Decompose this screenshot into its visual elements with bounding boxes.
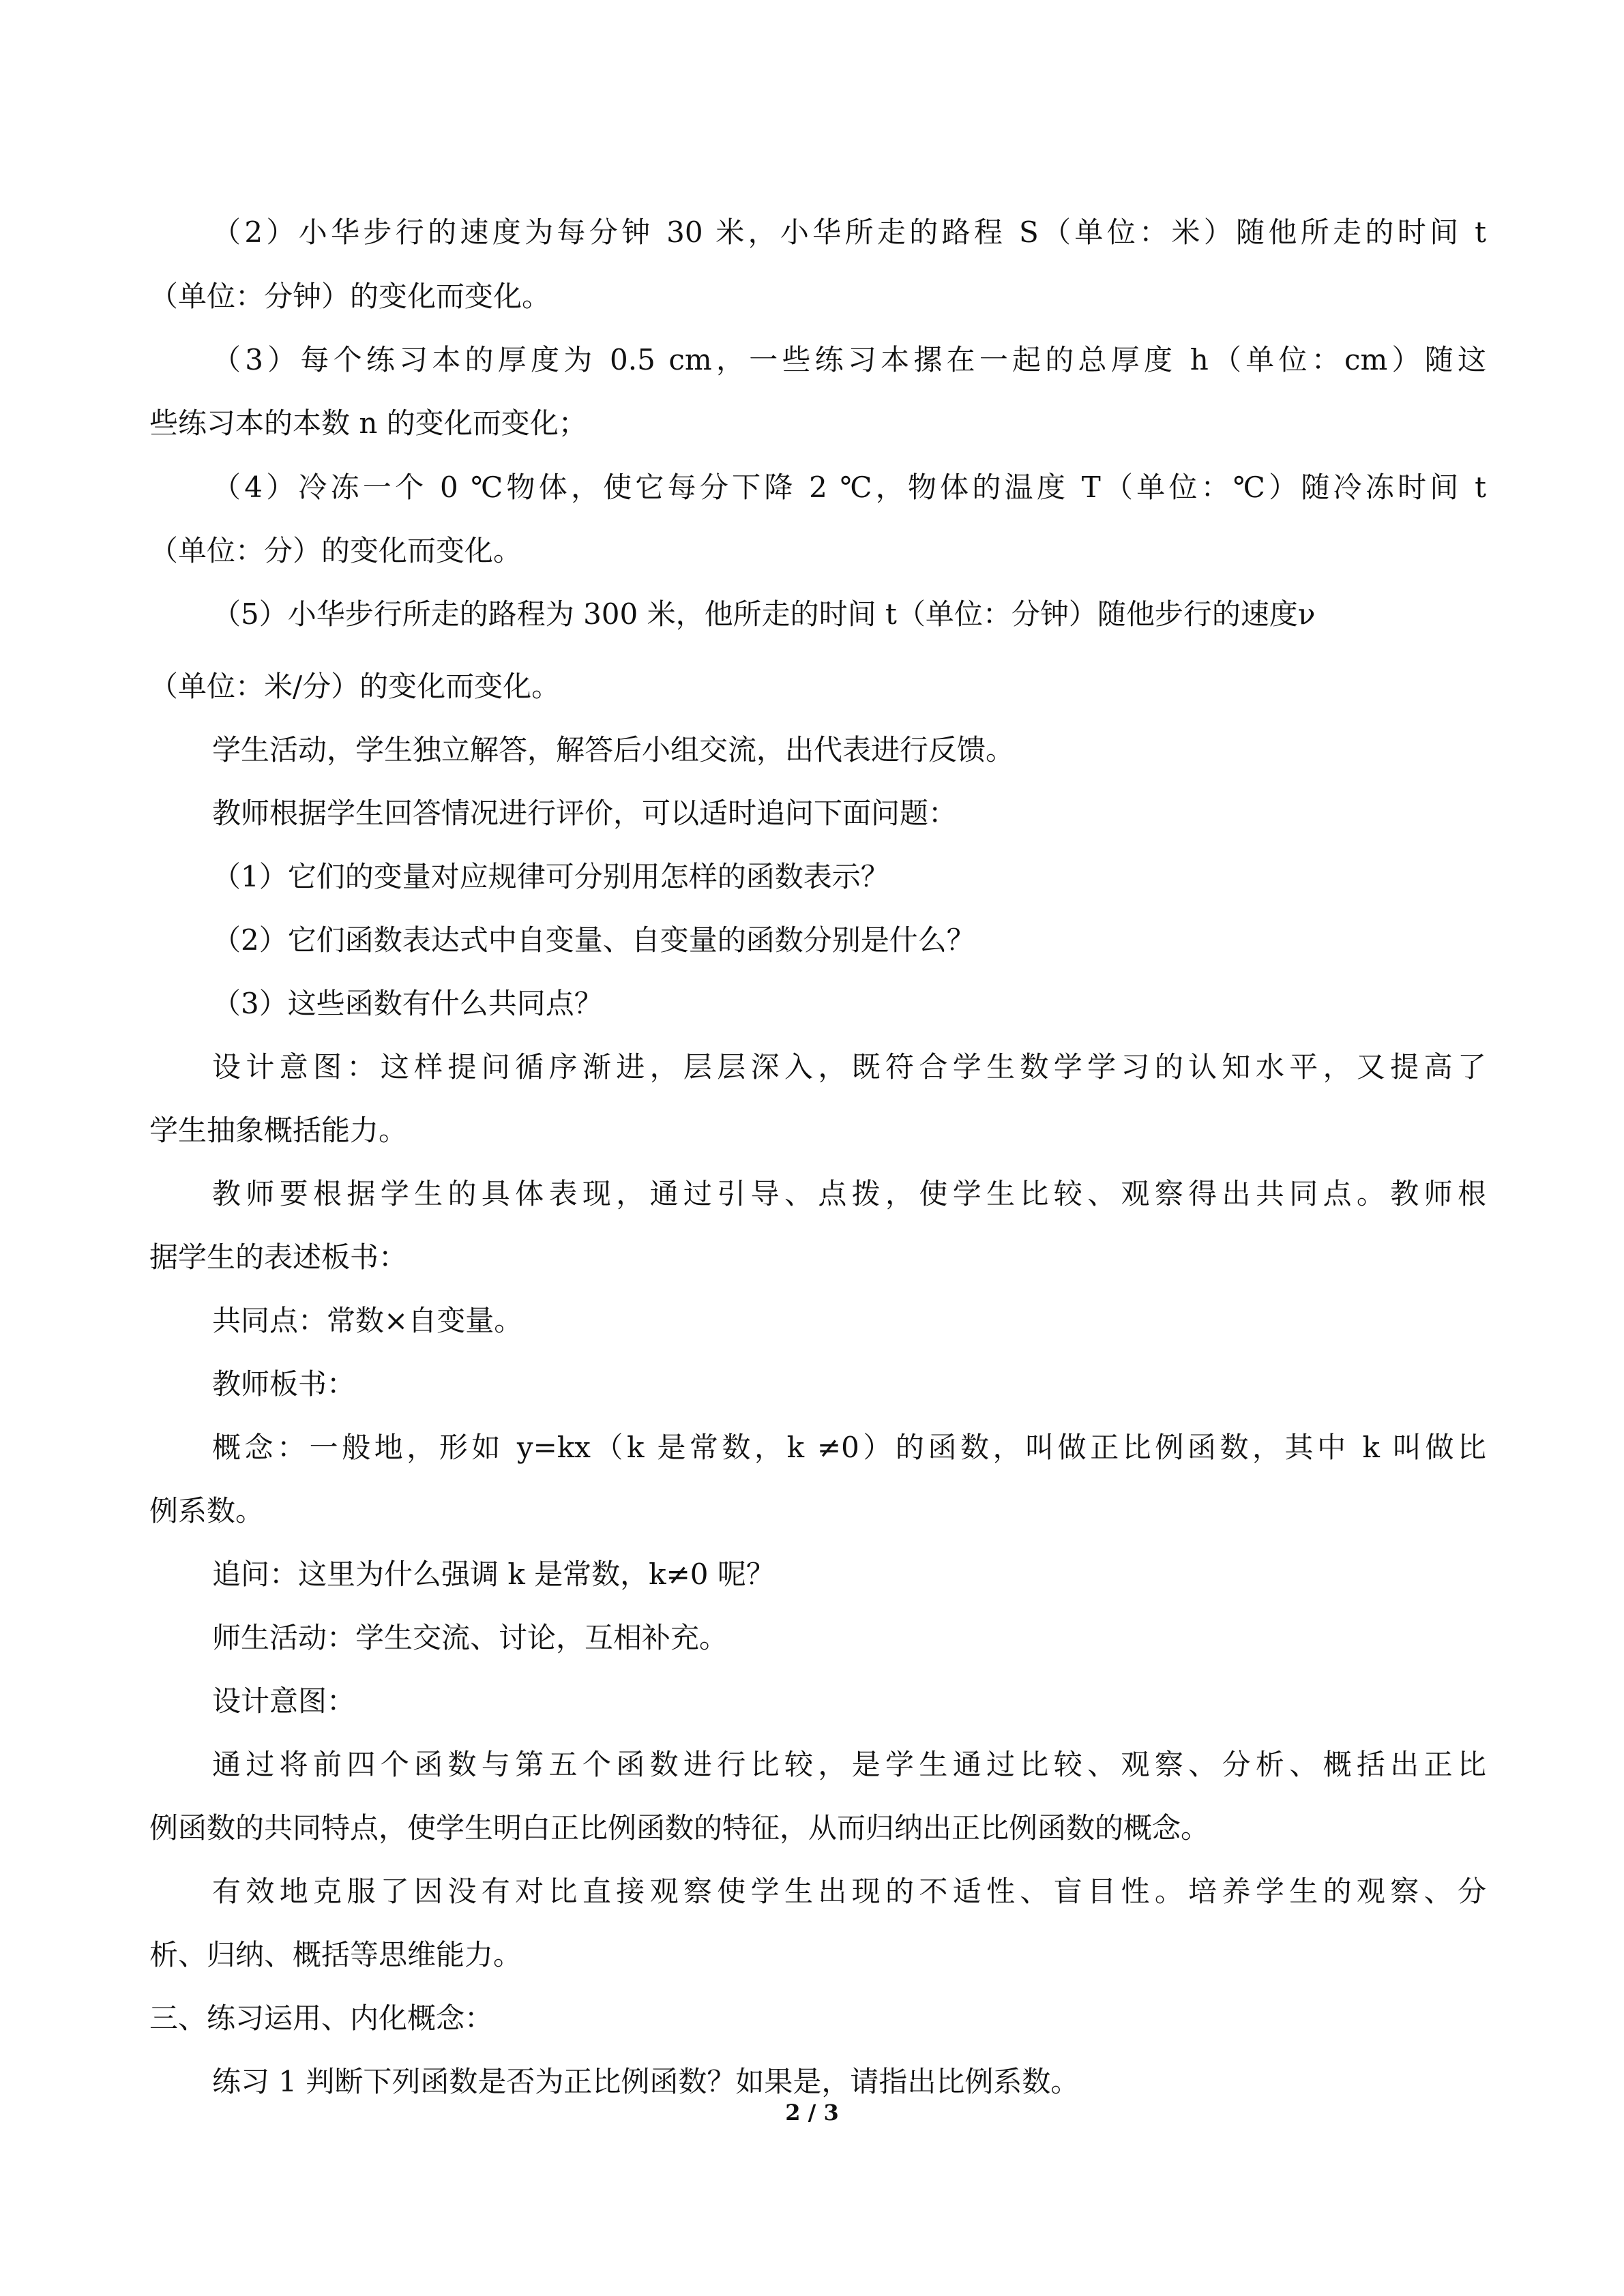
paragraph-line: （2）小华步行的速度为每分钟 30 米，小华所走的路程 S（单位：米）随他所走的时间 t	[212, 215, 1486, 249]
paragraph-line: 析、归纳、概括等思维能力。	[149, 1938, 522, 1971]
paragraph-line: 据学生的表述板书：	[149, 1240, 408, 1274]
section-heading: 三、练习运用、内化概念：	[149, 2001, 494, 2035]
paragraph-line: 设计意图：这样提问循序渐进，层层深入，既符合学生数学学习的认知水平，又提高了	[212, 1050, 1486, 1084]
paragraph-line: 概念：一般地，形如 y=kx（k 是常数，k ≠0）的函数，叫做正比例函数，其中 k 叫做比	[212, 1431, 1486, 1464]
paragraph-line: 教师根据学生回答情况进行评价，可以适时追问下面问题：	[212, 796, 958, 830]
paragraph-line: 通过将前四个函数与第五个函数进行比较，是学生通过比较、观察、分析、概括出正比	[212, 1748, 1486, 1781]
paragraph-line: （4）冷冻一个 0 ℃物体，使它每分下降 2 ℃，物体的温度 T（单位：℃）随冷冻时间 t	[212, 471, 1486, 504]
paragraph-line: （单位：分钟）的变化而变化。	[149, 280, 551, 313]
paragraph-line: 例函数的共同特点，使学生明白正比例函数的特征，从而归纳出正比例函数的概念。	[149, 1811, 1210, 1845]
paragraph-line: 有效地克服了因没有对比直接观察使学生出现的不适性、盲目性。培养学生的观察、分	[212, 1875, 1486, 1908]
paragraph-line: （1）它们的变量对应规律可分别用怎样的函数表示？	[212, 860, 889, 893]
paragraph-line: 学生抽象概括能力。	[149, 1114, 408, 1147]
paragraph-line: 教师板书：	[212, 1367, 356, 1401]
page-number: 2 / 3	[785, 2100, 839, 2126]
paragraph-line: 设计意图：	[212, 1684, 356, 1718]
paragraph-line: 师生活动：学生交流、讨论，互相补充。	[212, 1621, 728, 1654]
paragraph-line: 练习 1 判断下列函数是否为正比例函数？如果是，请指出比例系数。	[212, 2065, 1080, 2098]
paragraph-line: （3）每个练习本的厚度为 0.5 cm，一些练习本摞在一起的总厚度 h（单位：cm）随这	[212, 343, 1486, 376]
paragraph-line: （单位：分）的变化而变化。	[149, 534, 522, 567]
paragraph-line: 些练习本的本数 n 的变化而变化；	[149, 406, 587, 440]
paragraph-line: 教师要根据学生的具体表现，通过引导、点拨，使学生比较、观察得出共同点。教师根	[212, 1177, 1486, 1210]
paragraph-line: 共同点：常数×自变量。	[212, 1304, 523, 1337]
paragraph-line: （2）它们函数表达式中自变量、自变量的函数分别是什么？	[212, 923, 975, 957]
paragraph-line: 学生活动，学生独立解答，解答后小组交流，出代表进行反馈。	[212, 733, 1015, 766]
paragraph-line: （3）这些函数有什么共同点？	[212, 987, 603, 1020]
paragraph-line: 追问：这里为什么强调 k 是常数，k≠0 呢？	[212, 1557, 775, 1591]
paragraph-line: （5）小华步行所走的路程为 300 米，他所走的时间 t（单位：分钟）随他步行的速度ν	[212, 597, 1316, 631]
paragraph-line: （单位：米/分）的变化而变化。	[149, 670, 561, 703]
paragraph-line: 例系数。	[149, 1494, 265, 1527]
